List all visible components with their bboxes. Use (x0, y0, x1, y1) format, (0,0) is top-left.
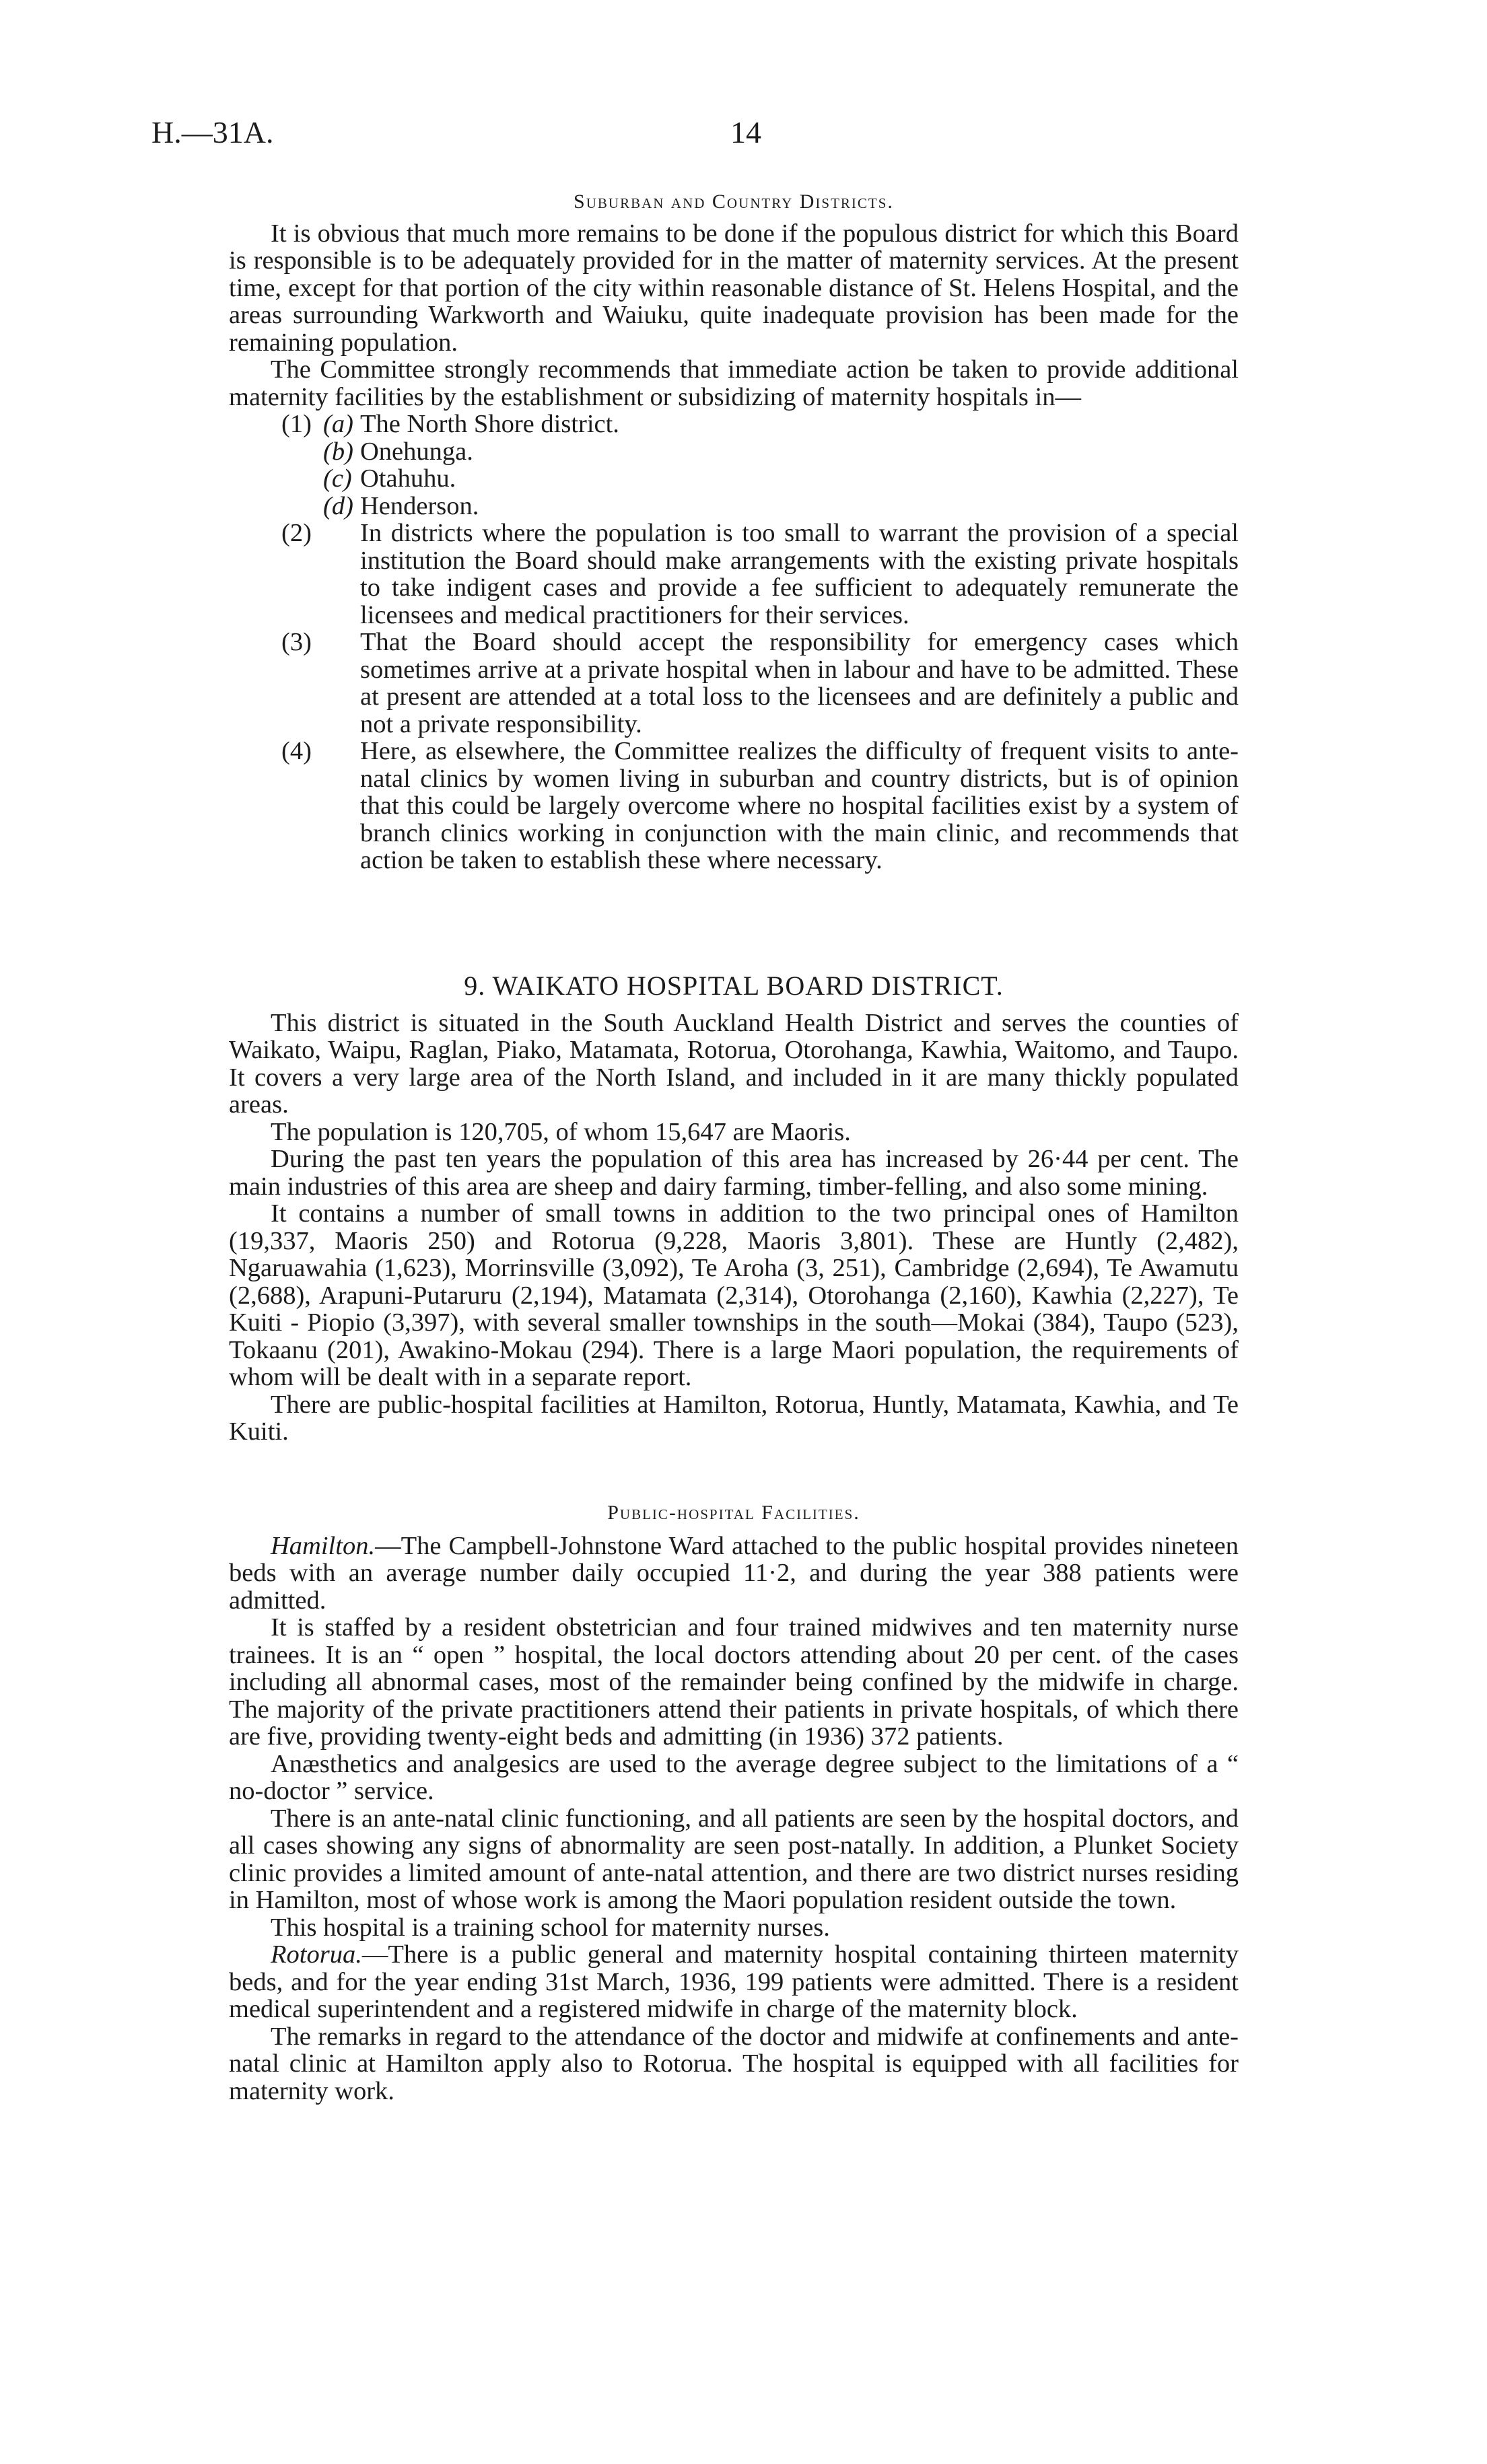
paragraph: This hospital is a training school for maternity nurses. (271, 1913, 830, 1942)
list-text: Otahuhu. (360, 464, 456, 493)
suburban-section (229, 188, 1239, 874)
paragraph-text: —There is a public general and maternity hospital containing thirteen maternity beds, and for the year ending 31st March, 1936, 199 patients were admitted. There is a resident medical superintendent and a registered midwife in charge of the maternity block. (229, 1940, 1239, 2023)
list-item (229, 738, 1239, 874)
list-letter: (a) (323, 410, 353, 438)
list-text: Henderson. (360, 491, 479, 520)
list-text: The North Shore district. (360, 410, 619, 438)
section-heading: Public-hospital Facilities. (607, 1502, 860, 1524)
list-number: (1) (281, 410, 312, 438)
page-number: 14 (730, 115, 761, 149)
list-item (229, 520, 1239, 629)
list-letter: (b) (323, 437, 353, 466)
list-text: In districts where the population is too small to warrant the provision of a special institution the Board should make arrangements with the existing private hospitals to take indigent cases and provide a fee sufficient to adequately remunerate the licensees and medical practitioners for their services. (360, 519, 1239, 629)
waikato-section (229, 973, 1239, 1446)
list-item (229, 438, 1239, 466)
paragraph: It is staffed by a resident obstetrician and four trained midwives and ten maternity nurse trainees. It is an “ open ” hospital, the local doctors attending about 20 per cent. of the cases including all abnormal cases, most of the remainder being confined by the midwife in charge. The majority of the private practitioners attend their patients in private hospitals, of which there are five, providing twenty-eight beds and admitting (in 1936) 372 patients. (229, 1613, 1239, 1751)
list-text: Onehunga. (360, 437, 473, 466)
paragraph: There are public-hospital facilities at Hamilton, Rotorua, Huntly, Matamata, Kawhia, and Te Kuiti. (229, 1390, 1239, 1446)
list-letter: (d) (323, 491, 353, 520)
paragraph: It contains a number of small towns in addition to the two principal ones of Hamilton (19,337, Maoris 250) and Rotorua (9,228, Maoris 3,801). These are Huntly (2,482), Ngaruawahia (1,623), Morrinsville (3,092), Te Aroha (3, 251), Cambridge (2,694), Te Awamutu (2,688), Arapuni-Putaruru (2,194), Matamata (2,314), Otorohanga (2,160), Kawhia (2,227), Te Kuiti - Piopio (3,397), with several smaller townships in the south—Mokai (384), Taupo (523), Tokaanu (201), Awakino-Mokau (294). There is a large Maori population, the requirements of whom will be dealt with in a separate report. (229, 1199, 1239, 1391)
list-item (229, 493, 1239, 520)
paragraph (229, 1941, 1239, 2023)
place-label: Rotorua. (271, 1940, 362, 1969)
public-hospital-section (229, 1500, 1239, 2105)
section-heading: Suburban and Country Districts. (574, 190, 894, 213)
list-number: (2) (281, 519, 312, 547)
list-number: (4) (281, 737, 312, 765)
paragraph: The population is 120,705, of whom 15,647 are Maoris. (271, 1117, 851, 1146)
list-item (229, 411, 1239, 438)
list-text: That the Board should accept the responsibility for emergency cases which sometimes arrive at a private hospital when in labour and have to be admitted. These at present are attended at a total loss to the licensees and are definitely a public and not a private responsibility. (360, 628, 1239, 738)
list-number: (3) (281, 628, 312, 656)
paragraph (229, 1533, 1239, 1615)
list-item (229, 465, 1239, 493)
list-letter: (c) (323, 464, 352, 493)
paragraph: During the past ten years the population of this area has increased by 26·44 per cent. The main industries of this area are sheep and dairy farming, timber-felling, and also some mining. (229, 1145, 1239, 1201)
list-text: Here, as elsewhere, the Committee realizes the difficulty of frequent visits to ante-natal clinics by women living in suburban and country districts, but is of opinion that this could be largely overcome where no hospital facilities exist by a system of branch clinics working in conjunction with the main clinic, and recommends that action be taken to establish these where necessary. (360, 737, 1239, 874)
document-reference: H.—31A. (151, 115, 274, 149)
list-item (229, 629, 1239, 738)
paragraph: This district is situated in the South Auckland Health District and serves the counties of Waikato, Waipu, Raglan, Piako, Matamata, Rotorua, Otorohanga, Kawhia, Waitomo, and Taupo. It covers a very large area of the North Island, and included in it are many thickly populated areas. (229, 1008, 1239, 1119)
section-heading: 9. WAIKATO HOSPITAL BOARD DISTRICT. (464, 971, 1004, 1001)
place-label: Hamilton. (271, 1531, 376, 1560)
paragraph: Anæsthetics and analgesics are used to the average degree subject to the limitations of a “ no-doctor ” service. (229, 1749, 1239, 1805)
paragraph: It is obvious that much more remains to be done if the populous district for which this Board is responsible is to be adequately provided for in the matter of maternity services. At the present time, except for that portion of the city within reasonable distance of St. Helens Hospital, and the areas surrounding Warkworth and Waiuku, quite inadequate provision has been made for the remaining population. (229, 219, 1239, 357)
paragraph-text: —The Campbell-Johnstone Ward attached to the public hospital provides nineteen beds with an average number daily occupied 11·2, and during the year 388 patients were admitted. (229, 1531, 1239, 1615)
paragraph: There is an ante-natal clinic functioning, and all patients are seen by the hospital doctors, and all cases showing any signs of abnormality are seen post-natally. In addition, a Plunket Society clinic provides a limited amount of ante-natal attention, and there are two district nurses residing in Hamilton, most of whose work is among the Maori population resident outside the town. (229, 1804, 1239, 1914)
paragraph: The Committee strongly recommends that immediate action be taken to provide additional maternity facilities by the establishment or subsidizing of maternity hospitals in— (229, 355, 1239, 411)
paragraph: The remarks in regard to the attendance of the doctor and midwife at confinements and ante-natal clinic at Hamilton apply also to Rotorua. The hospital is equipped with all facilities for maternity work. (229, 2022, 1239, 2105)
